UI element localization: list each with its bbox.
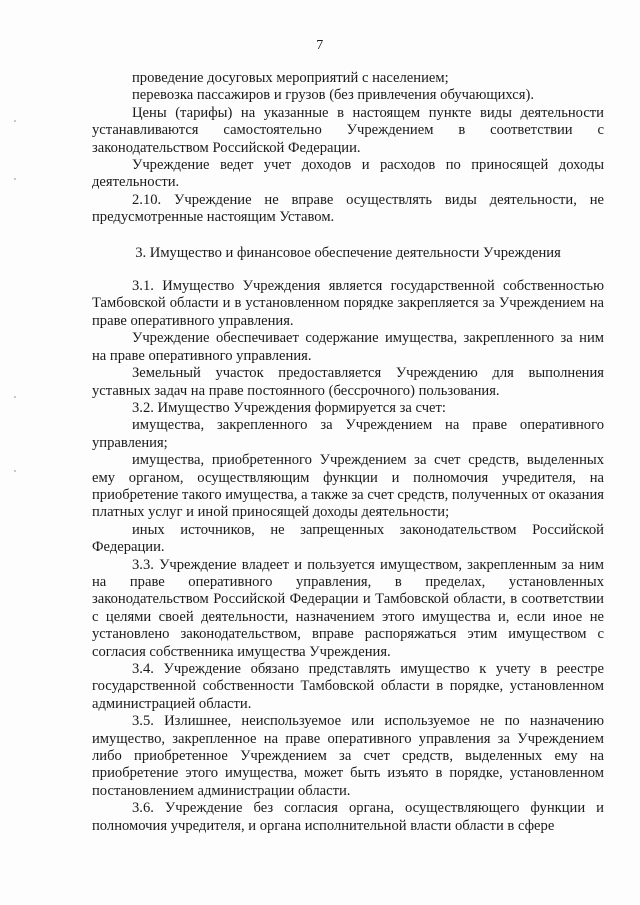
paragraph: 3.4. Учреждение обязано представлять имущество к учету в реестре государственной собственности Тамбовской области в порядке, установленном администрацией области. — [92, 661, 604, 712]
page-number: 7 — [316, 38, 324, 53]
paragraph: проведение досуговых мероприятий с населением; — [132, 70, 449, 86]
scan-speck — [14, 178, 16, 180]
paragraph: Земельный участок предоставляется Учреждению для выполнения уставных задач на праве постоянного (бессрочного) пользования. — [92, 365, 604, 399]
paragraph: 3.3. Учреждение владеет и пользуется имуществом, закрепленным за ним на праве оперативного управления, в пределах, установленных законодательством Российской Федерации и Тамбовской области, в соответствии с целями своей деятельности, назначением этого имущества и, если иное не установлено законодательством, вправе распоряжаться этим имуществом с согласия собственника имущества Учреждения. — [92, 556, 604, 660]
scan-speck — [14, 120, 16, 122]
paragraph: 3.1. Имущество Учреждения является государственной собственностью Тамбовской области и в установленном порядке закрепляется за Учреждением на праве оперативного управления. — [92, 278, 604, 329]
paragraph: имущества, приобретенного Учреждением за счет средств, выделенных ему органом, осуществляющим функции и полномочия учредителя, на приобретение такого имущества, а также за счет средств, полученных от оказания платных услуг и иной приносящей доходы деятельности; — [92, 452, 604, 521]
document-body — [92, 70, 604, 835]
scan-speck — [14, 470, 16, 472]
paragraph: перевозка пассажиров и грузов (без привлечения обучающихся). — [132, 87, 534, 104]
paragraph: Учреждение ведет учет доходов и расходов по приносящей доходы деятельности. — [92, 157, 604, 191]
section-heading: 3. Имущество и финансовое обеспечение деятельности Учреждения — [135, 244, 561, 261]
scan-speck — [14, 396, 16, 398]
paragraph: Учреждение обеспечивает содержание имущества, закрепленного за ним на праве оперативного управления. — [92, 330, 604, 364]
paragraph: 3.2. Имущество Учреждения формируется за счет: — [132, 399, 446, 416]
paragraph: 3.6. Учреждение без согласия органа, осуществляющего функции и полномочия учредителя, и органа исполнительной власти области в сфере — [92, 800, 604, 834]
paragraph: Цены (тарифы) на указанные в настоящем пункте виды деятельности устанавливаются самостоятельно Учреждением в соответствии с законодательством Российской Федерации. — [92, 104, 604, 156]
paragraph: 3.5. Излишнее, неиспользуемое или используемое не по назначению имущество, закрепленное на праве оперативного управления за Учреждением либо приобретенное Учреждением за счет средств, выделенных ему на приобретение этого имущества, может быть изъято в порядке, установленном постановлением администрации области. — [92, 713, 604, 799]
paragraph: имущества, закрепленного за Учреждением на праве оперативного управления; — [92, 417, 604, 451]
paragraph: 2.10. Учреждение не вправе осуществлять виды деятельности, не предусмотренные настоящим Уставом. — [92, 191, 604, 226]
paragraph: иных источников, не запрещенных законодательством Российской Федерации. — [92, 521, 604, 556]
